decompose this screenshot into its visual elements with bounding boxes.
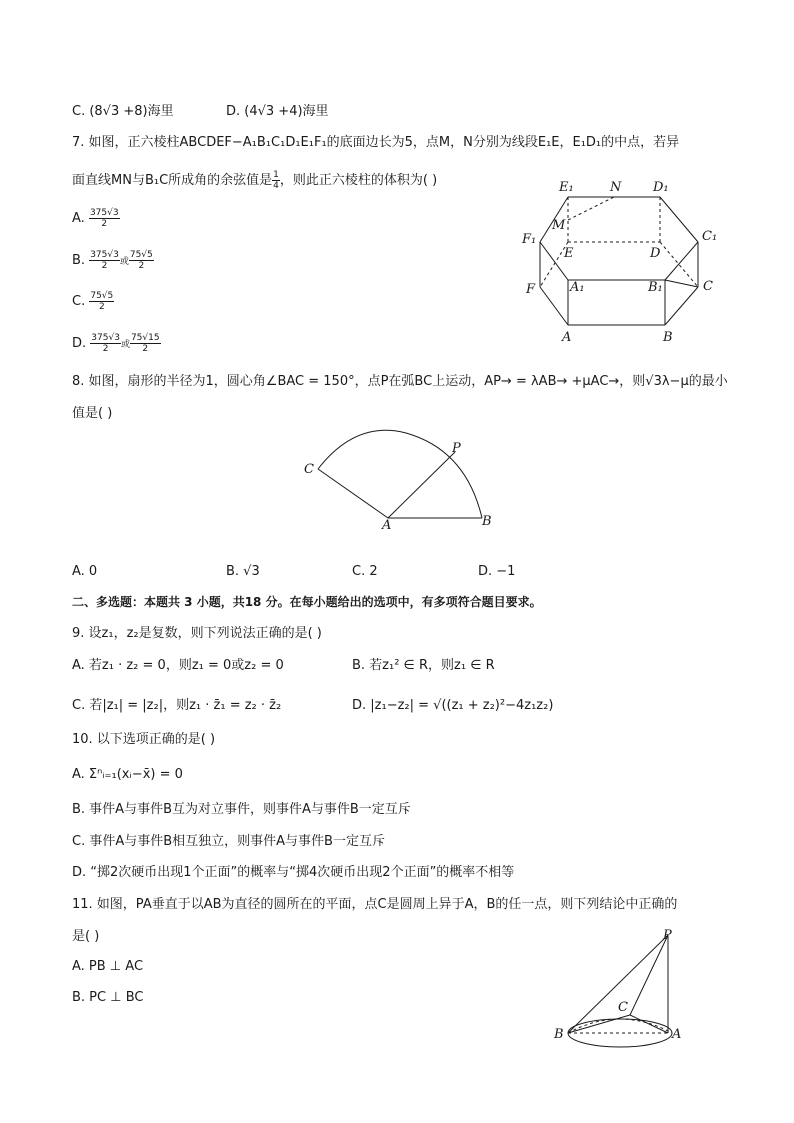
- q7-c-num: 75√5: [90, 291, 114, 301]
- edge-c1-b1: [665, 242, 698, 280]
- hexagonal-prism-figure: [510, 175, 725, 345]
- q7-stem-2a: 面直线MN与B₁C所成角的余弦值是: [72, 173, 273, 188]
- q6-option-c: C. (8√3 +8)海里: [72, 104, 174, 119]
- q7-a-prefix: A.: [72, 211, 85, 226]
- q7-b-or: 或: [119, 257, 129, 267]
- q7-b-num: 375√3: [90, 250, 119, 260]
- label-a: A: [672, 1027, 682, 1042]
- edge-b-c: [665, 287, 698, 325]
- q7-stem-line2: [72, 170, 437, 191]
- q7-d-den2: 2: [142, 344, 149, 354]
- edge-f-a: [540, 287, 568, 325]
- q7-b-num2: 75√5: [129, 250, 153, 260]
- segment-mn-hidden: [568, 197, 614, 220]
- q10-option-b: B. 事件A与事件B互为对立事件，则事件A与事件B一定互斥: [72, 802, 411, 817]
- label-p: P: [663, 928, 672, 943]
- q7-d-prefix: D.: [72, 336, 87, 351]
- edge-b1-c: [665, 280, 698, 287]
- q7-b-den2: 2: [138, 261, 145, 271]
- sector-figure: [296, 425, 506, 530]
- q7-a-den: 2: [101, 219, 108, 229]
- q7-frac-den: 4: [273, 181, 279, 191]
- label-a: A: [562, 330, 572, 345]
- base-circle: [568, 1019, 672, 1047]
- label-b: B: [482, 514, 492, 529]
- q8-option-a: A. 0: [72, 564, 98, 579]
- pyramid-circle-figure: [550, 925, 690, 1055]
- label-c: C: [703, 279, 713, 294]
- q8-option-c: C. 2: [352, 564, 378, 579]
- q11-stem-line2: 是( ): [72, 929, 100, 944]
- q7-c-fraction: [89, 291, 114, 312]
- label-n: N: [610, 180, 622, 195]
- q11-option-a: A. PB ⊥ AC: [72, 959, 144, 974]
- label-e1: E₁: [559, 180, 574, 195]
- q7-b-fraction2: [129, 250, 154, 271]
- segment-pc: [630, 935, 668, 1015]
- label-d1: D₁: [653, 180, 669, 195]
- q7-c-den: 2: [98, 302, 105, 312]
- label-a: A: [382, 518, 392, 530]
- q7-frac-num: 1: [273, 170, 279, 180]
- q8-option-d: D. −1: [478, 564, 516, 579]
- q7-b-fraction1: [89, 250, 120, 271]
- q7-d-or: 或: [120, 340, 130, 350]
- section-2-heading: 二、多选题：本题共 3 小题，共18 分。在每小题给出的选项中，有多项符合题目要求。: [72, 595, 542, 609]
- q7-d-fraction2: [130, 333, 161, 354]
- label-c1: C₁: [702, 229, 718, 244]
- q8-stem-line2: 值是( ): [72, 406, 113, 421]
- segment-ap: [388, 452, 455, 518]
- label-f: F: [526, 282, 536, 297]
- q9-option-a: A. 若z₁ · z₂ = 0，则z₁ = 0或z₂ = 0: [72, 658, 284, 673]
- q8-stem-line1: 8. 如图，扇形的半径为1，圆心角∠BAC = 150°，点P在弧BC上运动，AP→ = λAB→ +μAC→，则√3λ−μ的最小: [72, 374, 728, 389]
- q11-option-b: B. PC ⊥ BC: [72, 990, 144, 1005]
- q7-stem-2b: ，则此正六棱柱的体积为( ): [279, 173, 438, 188]
- label-d: D: [650, 246, 661, 261]
- q7-option-a: [72, 208, 120, 229]
- segment-ac: [318, 469, 388, 518]
- q7-option-c: [72, 291, 114, 312]
- label-f1: F₁: [522, 232, 537, 247]
- q9-option-d: D. |z₁−z₂| = √((z₁ + z₂)²−4z₁z₂): [352, 698, 554, 713]
- q9-option-b: B. 若z₁² ∈ R，则z₁ ∈ R: [352, 658, 495, 673]
- q11-stem-line1: 11. 如图，PA垂直于以AB为直径的圆所在的平面，点C是圆周上异于A，B的任一点，则下列结论中正确的: [72, 897, 678, 912]
- label-e: E: [564, 246, 574, 261]
- label-c: C: [304, 462, 314, 477]
- q7-c-prefix: C.: [72, 294, 86, 309]
- q7-stem-line1: 7. 如图，正六棱柱ABCDEF−A₁B₁C₁D₁E₁F₁的底面边长为5，点M，N分别为线段E₁E，E₁D₁的中点，若异: [72, 135, 680, 150]
- q9-option-c: C. 若|z₁| = |z₂|，则z₁ · z̄₁ = z₂ · z̄₂: [72, 698, 282, 713]
- q8-option-b: B. √3: [226, 564, 260, 579]
- q7-option-b: [72, 250, 154, 271]
- label-b: B: [554, 1027, 564, 1042]
- q10-option-d: D. “掷2次硬币出现1个正面”的概率与“掷4次硬币出现2个正面”的概率不相等: [72, 865, 515, 880]
- q7-a-num: 375√3: [89, 208, 119, 218]
- q7-a-fraction: [89, 208, 120, 229]
- label-a1: A₁: [570, 280, 585, 295]
- q10-option-c: C. 事件A与事件B相互独立，则事件A与事件B一定互斥: [72, 834, 385, 849]
- label-c: C: [618, 1000, 628, 1015]
- q7-d-num2: 75√15: [130, 333, 160, 343]
- label-m: M: [552, 218, 566, 233]
- q10-stem: 10. 以下选项正确的是( ): [72, 732, 216, 747]
- segment-ca: [630, 1015, 668, 1033]
- q7-option-d: [72, 333, 161, 354]
- q6-option-d: D. (4√3 +4)海里: [226, 104, 329, 119]
- q7-d-fraction1: [90, 333, 121, 354]
- q7-d-den: 2: [102, 344, 109, 354]
- edge-d1-c1: [660, 197, 698, 242]
- q7-d-num: 375√3: [91, 333, 120, 343]
- q7-cos-fraction: [272, 170, 280, 191]
- q9-stem: 9. 设z₁，z₂是复数，则下列说法正确的是( ): [72, 626, 322, 641]
- q10-option-a: A. Σⁿᵢ₌₁(xᵢ−x̄) = 0: [72, 767, 183, 782]
- label-b1: B₁: [648, 280, 663, 295]
- circle-back-hidden: [568, 1019, 672, 1033]
- label-p: P: [452, 441, 461, 456]
- label-b: B: [663, 330, 673, 345]
- q7-b-prefix: B.: [72, 253, 86, 268]
- q7-b-den: 2: [101, 261, 108, 271]
